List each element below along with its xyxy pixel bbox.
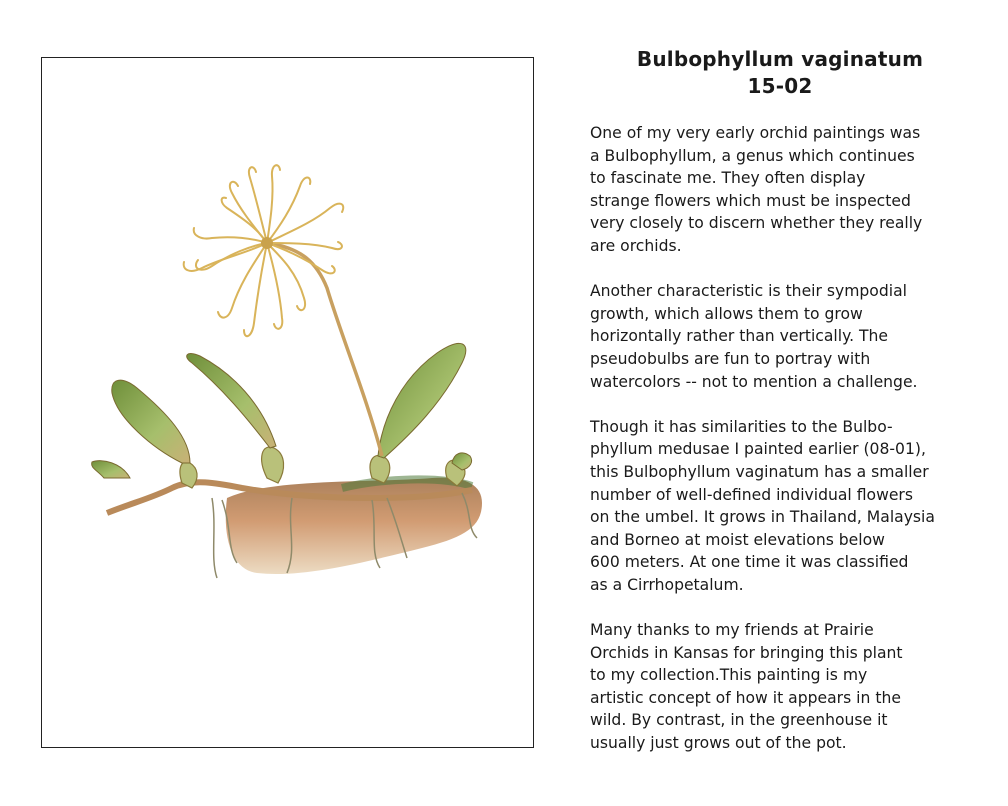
paragraph-4 — [590, 619, 990, 755]
text-line: to fascinate me. They often display — [590, 169, 866, 188]
text-line: 600 meters. At one time it was classified — [590, 553, 909, 572]
description-column — [590, 46, 990, 777]
text-line: One of my very early orchid paintings was — [590, 124, 921, 142]
umbel-center — [261, 237, 273, 249]
text-line: Though it has similarities to the Bulbo- — [590, 417, 893, 436]
text-line: as a Cirrhopetalum. — [590, 575, 744, 594]
text-line: Orchids in Kansas for bringing this plant — [590, 643, 903, 662]
text-line: artistic concept of how it appears in the — [590, 688, 901, 707]
text-line: wild. By contrast, in the greenhouse it — [590, 711, 888, 730]
title-species: Bulbophyllum vaginatum — [636, 47, 924, 71]
text-line: number of well-defined individual flowers — [590, 485, 913, 504]
paragraph-2 — [590, 280, 990, 393]
text-line: phyllum medusae I painted earlier (08-01), — [590, 440, 926, 459]
text-line: and Borneo at moist elevations below — [590, 530, 885, 549]
text-line: on the umbel. It grows in Thailand, Malaysia — [590, 508, 935, 527]
text-line: Another characteristic is their sympodial — [590, 282, 907, 301]
text-line: are orchids. — [590, 236, 682, 255]
text-line: very closely to discern whether they really — [590, 214, 923, 233]
page-title — [570, 46, 990, 100]
flower-umbel — [184, 165, 344, 336]
text-line: Many thanks to my friends at Prairie — [590, 621, 874, 640]
text-line: growth, which allows them to grow — [590, 304, 863, 323]
text-line: a Bulbophyllum, a genus which continues — [590, 146, 915, 165]
text-line: usually just grows out of the pot. — [590, 734, 847, 753]
text-line: strange flowers which must be inspected — [590, 191, 911, 210]
title-number: 15-02 — [747, 74, 813, 98]
flower-stalk — [267, 243, 382, 456]
text-line: this Bulbophyllum vaginatum has a smaller — [590, 462, 929, 481]
description-text — [590, 122, 990, 755]
paragraph-1 — [590, 122, 990, 258]
text-line: pseudobulbs are fun to portray with — [590, 349, 871, 368]
text-line: horizontally rather than vertically. The — [590, 327, 889, 346]
text-line: watercolors -- not to mention a challenge. — [590, 372, 918, 391]
text-line: to my collection.This painting is my — [590, 666, 868, 685]
paragraph-3 — [590, 416, 990, 597]
orchid-watercolor-illustration — [42, 58, 535, 749]
orchid-painting — [41, 57, 534, 748]
